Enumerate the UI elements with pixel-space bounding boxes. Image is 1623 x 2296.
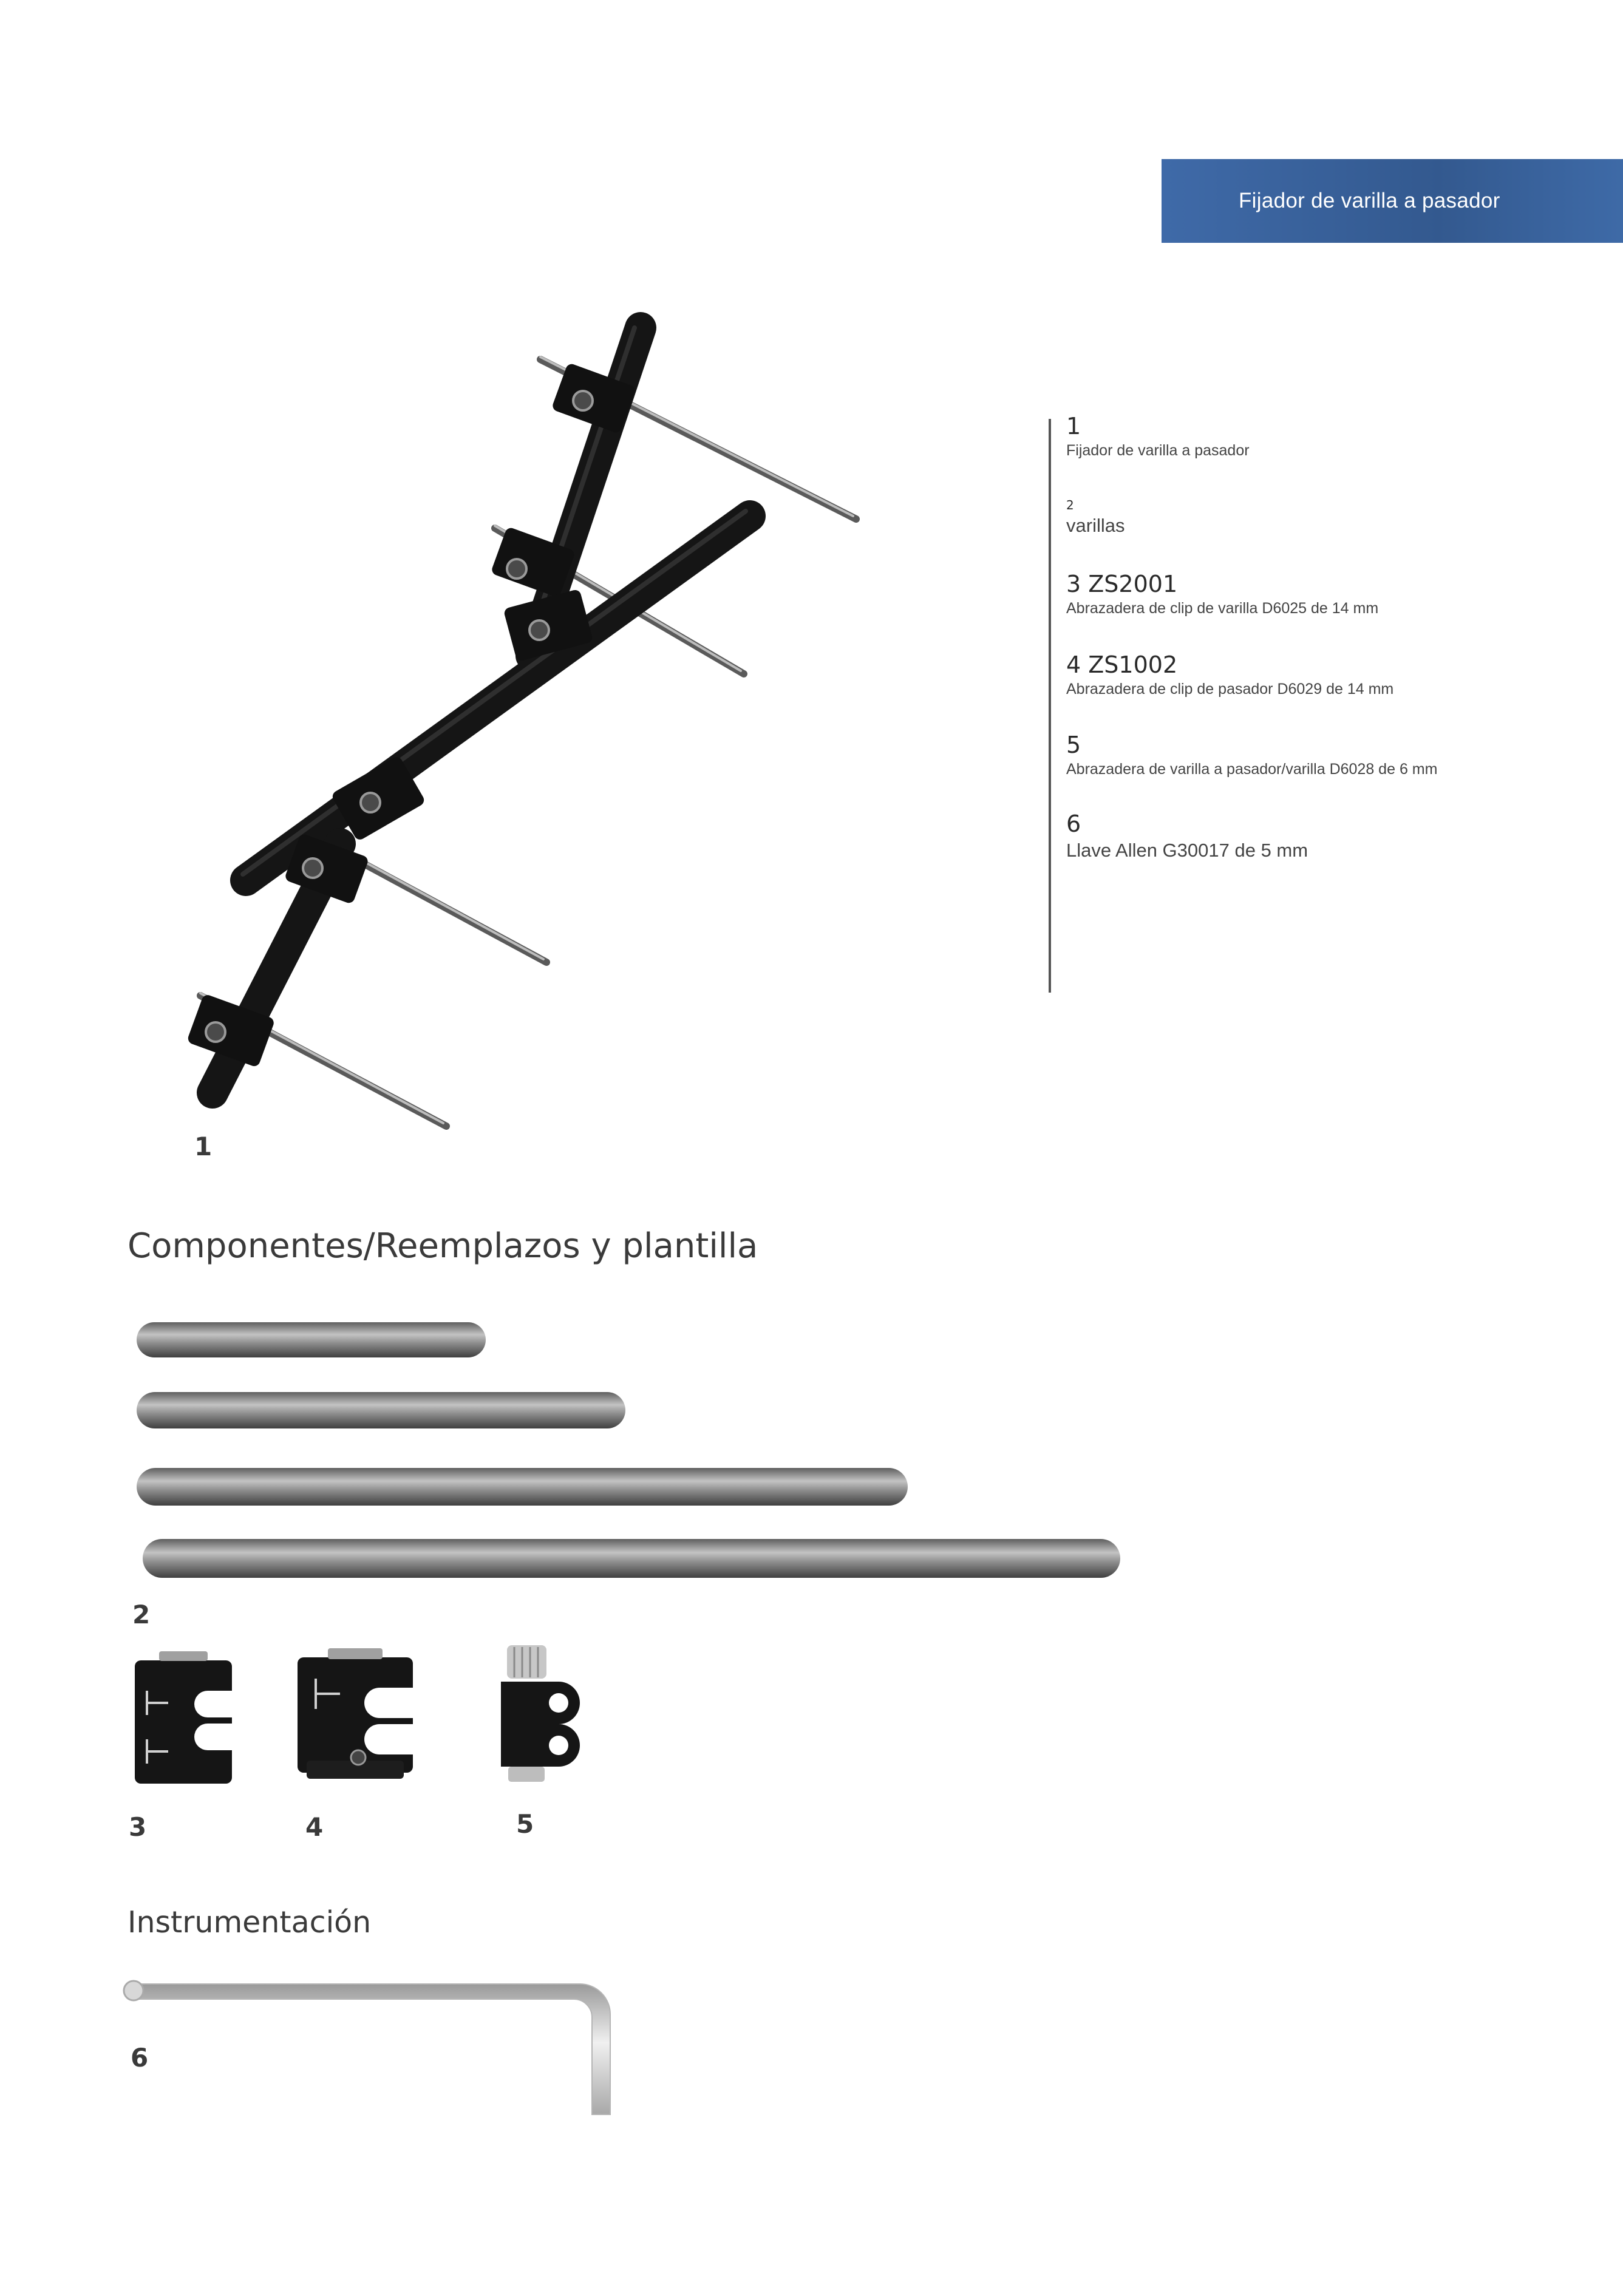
allen-wrench-illustration bbox=[121, 1973, 668, 2119]
fixator-illustration bbox=[0, 0, 911, 850]
clamp-3-label: 3 bbox=[129, 1812, 147, 1842]
pin-clip-clamp-4 bbox=[298, 1642, 425, 1788]
banner-title: Fijador de varilla a pasador bbox=[1239, 189, 1500, 212]
legend-item-description: Abrazadera de varilla a pasador/varilla D6028 de 6 mm bbox=[1066, 761, 1438, 778]
clamp-4-label: 4 bbox=[305, 1812, 324, 1842]
clamp-5-label: 5 bbox=[516, 1809, 534, 1839]
legend-item-number: 5 bbox=[1066, 732, 1081, 758]
instrumentation-title: Instrumentación bbox=[128, 1905, 372, 1940]
rods-illustration bbox=[0, 1299, 1154, 1639]
rod-clip-clamp-3 bbox=[135, 1648, 238, 1788]
legend-item-description: Abrazadera de clip de varilla D6025 de 14 mm bbox=[1066, 600, 1379, 617]
legend-item-description: Fijador de varilla a pasador bbox=[1066, 442, 1250, 459]
legend-item-4 bbox=[1066, 651, 1393, 698]
figure-1-label: 1 bbox=[194, 1132, 213, 1161]
legend-item-description: varillas bbox=[1066, 515, 1125, 536]
legend-item-1 bbox=[1066, 413, 1250, 460]
legend-item-description: Abrazadera de clip de pasador D6029 de 14 mm bbox=[1066, 681, 1394, 698]
header-banner bbox=[1162, 159, 1623, 243]
rods-label: 2 bbox=[132, 1600, 151, 1629]
legend-divider bbox=[1049, 419, 1051, 993]
legend-item-number: 4 ZS1002 bbox=[1066, 651, 1178, 678]
legend-item-number: 1 bbox=[1066, 413, 1081, 440]
legend-item-description: Llave Allen G30017 de 5 mm bbox=[1066, 840, 1308, 861]
legend-item-number: 2 bbox=[1066, 498, 1074, 512]
wrench-label: 6 bbox=[131, 2043, 149, 2073]
legend-item-2 bbox=[1066, 498, 1125, 537]
legend-item-5 bbox=[1066, 732, 1437, 778]
legend-item-3 bbox=[1066, 571, 1378, 617]
legend-item-number: 6 bbox=[1066, 810, 1081, 837]
legend-item-6 bbox=[1066, 810, 1308, 861]
legend-item-number: 3 ZS2001 bbox=[1066, 571, 1178, 597]
rod-to-pin-clamp-5 bbox=[495, 1642, 586, 1788]
components-title: Componentes/Reemplazos y plantilla bbox=[128, 1226, 758, 1266]
